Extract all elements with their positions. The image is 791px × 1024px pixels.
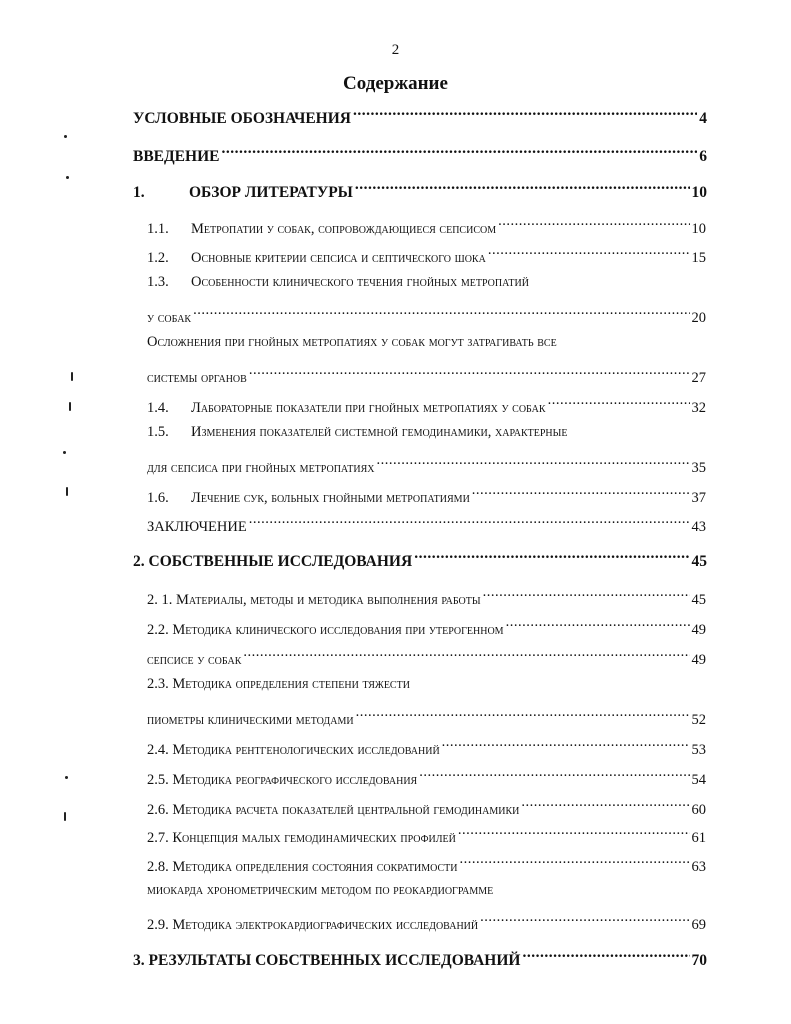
toc-page: 20: [691, 310, 706, 326]
toc-entry: [147, 909, 706, 933]
toc-leader: [480, 909, 689, 929]
toc-entry: [147, 584, 706, 608]
toc-leader: [414, 546, 689, 566]
toc-entry: [147, 362, 706, 386]
toc-entry: [147, 272, 529, 292]
toc-entry: [147, 242, 706, 266]
toc-page: 43: [691, 519, 706, 535]
toc-entry: [147, 822, 706, 846]
toc-label: ЗАКЛЮЧЕНИЕ: [147, 519, 247, 535]
toc-entry: [147, 764, 706, 788]
scan-speck: [66, 487, 68, 496]
toc-number: 1.6.: [147, 490, 169, 506]
toc-number: 1.3.: [147, 274, 169, 290]
toc-leader: [498, 213, 689, 233]
toc-leader: [460, 851, 690, 871]
toc-label: ВВЕДЕНИЕ: [133, 148, 220, 165]
toc-leader: [521, 794, 689, 814]
toc-entry: [147, 213, 706, 237]
toc-label: 3. РЕЗУЛЬТАТЫ СОБСТВЕННЫХ ИССЛЕДОВАНИЙ: [133, 952, 521, 969]
toc-label: 2.9. Методика электрокардиографических исследований: [147, 917, 479, 933]
scan-speck: [64, 135, 67, 138]
toc-number: 1.2.: [147, 250, 169, 266]
toc-leader: [522, 945, 689, 965]
toc-entry: [147, 851, 706, 875]
scan-speck: [63, 451, 66, 454]
scan-speck: [66, 176, 69, 179]
toc-leader: [356, 704, 690, 724]
toc-leader: [243, 644, 689, 664]
toc-label: 2.4. Методика рентгенологических исследований: [147, 742, 440, 758]
toc-label: Осложнения при гнойных метропатиях у собак могут затрагивать все: [147, 334, 557, 350]
toc-leader: [193, 302, 689, 322]
toc-leader: [221, 141, 697, 161]
toc-label: у собак: [147, 310, 192, 326]
toc-label: 2.5. Методика реографического исследования: [147, 772, 418, 788]
scan-speck: [69, 402, 71, 411]
toc-label: Основные критерии сепсиса и септического шока: [191, 250, 486, 266]
toc-page: 45: [691, 592, 706, 608]
toc-leader: [442, 734, 690, 754]
toc-page: 45: [691, 553, 707, 570]
toc-leader: [419, 764, 689, 784]
toc-entry: [133, 103, 707, 127]
toc-page: 4: [699, 110, 707, 127]
scan-speck: [64, 812, 66, 821]
toc-page: 32: [691, 400, 706, 416]
toc-page: 63: [691, 859, 706, 875]
toc-entry: [147, 704, 706, 728]
toc-label: для сепсиса при гнойных метропатиях: [147, 460, 375, 476]
toc-label: Изменения показателей системной гемодинамики, характерные: [191, 424, 568, 440]
toc-entry: [147, 482, 706, 506]
toc-page: 69: [691, 917, 706, 933]
toc-label: УСЛОВНЫЕ ОБОЗНАЧЕНИЯ: [133, 110, 351, 127]
toc-page: 49: [691, 652, 706, 668]
toc-page: 70: [691, 952, 707, 969]
toc-label: 2.7. Концепция малых гемодинамических профилей: [147, 830, 456, 846]
toc-entry: [133, 141, 707, 165]
toc-entry: [133, 177, 707, 201]
toc-number: 1.5.: [147, 424, 169, 440]
toc-page: 15: [691, 250, 706, 266]
toc-entry: [147, 674, 410, 694]
toc-label: 2.3. Методика определения степени тяжести: [147, 676, 410, 692]
toc-entry: [147, 452, 706, 476]
toc-page: 61: [691, 830, 706, 846]
toc-label: Лабораторные показатели при гнойных метропатиях у собак: [191, 400, 546, 416]
toc-label: 2. СОБСТВЕННЫЕ ИССЛЕДОВАНИЯ: [133, 553, 413, 570]
toc-label: Лечение сук, больных гнойными метропатиями: [191, 490, 470, 506]
toc-label: 2. 1. Материалы, методы и методика выполнения работы: [147, 592, 481, 608]
toc-page: 10: [691, 221, 706, 237]
toc-label: Особенности клинического течения гнойных метропатий: [191, 274, 529, 290]
toc-entry: [147, 392, 706, 416]
toc-page: 49: [691, 622, 706, 638]
toc-leader: [458, 822, 690, 842]
toc-entry: [147, 511, 706, 535]
toc-label: 2.6. Методика расчета показателей центральной гемодинамики: [147, 802, 520, 818]
toc-leader: [353, 103, 697, 123]
toc-page: 60: [691, 802, 706, 818]
toc-leader: [483, 584, 690, 604]
toc-entry: [147, 644, 706, 668]
toc-entry: [133, 546, 707, 570]
toc-page: 27: [691, 370, 706, 386]
toc-page: 37: [691, 490, 706, 506]
toc-page: 52: [691, 712, 706, 728]
toc-page: 35: [691, 460, 706, 476]
toc-label: 2.2. Методика клинического исследования при утерогенном: [147, 622, 504, 638]
toc-label: ОБЗОР ЛИТЕРАТУРЫ: [189, 184, 353, 201]
toc-label: пиометры клиническими методами: [147, 712, 354, 728]
toc-leader: [506, 614, 690, 634]
toc-entry: [147, 794, 706, 818]
toc-page: 6: [699, 148, 707, 165]
page-title: Содержание: [343, 73, 448, 94]
toc-leader: [548, 392, 690, 412]
toc-entry: [147, 614, 706, 638]
toc-label: миокарда хронометрическим методом по реокардиограмме: [147, 882, 494, 898]
toc-page: 10: [691, 184, 707, 201]
toc-entry: [147, 302, 706, 326]
toc-leader: [472, 482, 690, 502]
toc-number: 1.4.: [147, 400, 169, 416]
toc-label: сепсисе у собак: [147, 652, 242, 668]
toc-leader: [355, 177, 690, 197]
toc-entry: [147, 422, 567, 442]
toc-page: 53: [691, 742, 706, 758]
toc-page: 54: [691, 772, 706, 788]
toc-leader: [376, 452, 689, 472]
toc-number: 1.: [133, 184, 145, 201]
toc-entry: [147, 880, 493, 900]
toc-entry: [147, 332, 557, 352]
page-number: 2: [391, 42, 400, 58]
scan-speck: [71, 372, 73, 381]
toc-label: 2.8. Методика определения состояния сократимости: [147, 859, 458, 875]
scan-speck: [65, 776, 68, 779]
toc-label: Метропатии у собак, сопровождающиеся сепсисом: [191, 221, 497, 237]
toc-number: 1.1.: [147, 221, 169, 237]
toc-entry: [133, 945, 707, 969]
toc-entry: [147, 734, 706, 758]
toc-leader: [249, 362, 690, 382]
toc-leader: [249, 511, 690, 531]
toc-leader: [488, 242, 690, 262]
toc-label: системы органов: [147, 370, 247, 386]
